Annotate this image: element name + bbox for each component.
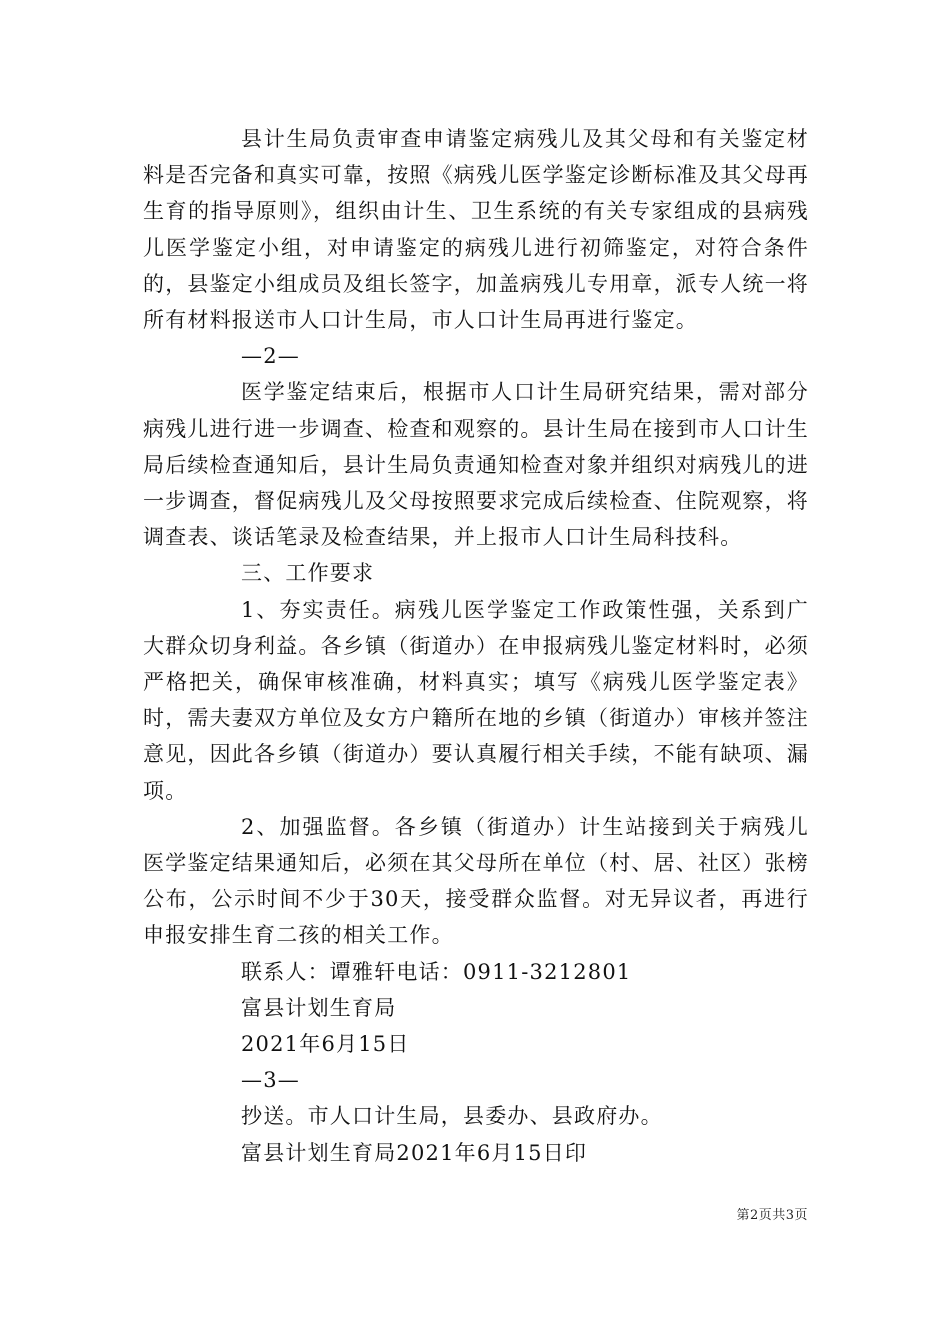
paragraph-review-procedure: 县计生局负责审查申请鉴定病残儿及其父母和有关鉴定材料是否完备和真实可靠，按照《病残儿医学鉴定诊断标准及其父母再生育的指导原则》，组织由计生、卫生系统的有关专家组成的县病残儿医学鉴定小组，对申请鉴定的病残儿进行初筛鉴定，对符合条件的，县鉴定小组成员及组长签字，加盖病残儿专用章，派专人统一将所有材料报送市人口计生局，市人口计生局再进行鉴定。 [143, 127, 809, 333]
paragraph-supervision: 2、加强监督。各乡镇（街道办）计生站接到关于病残儿医学鉴定结果通知后，必须在其父母所在单位（村、居、社区）张榜公布，公示时间不少于30天，接受群众监督。对无异议者，再进行申报安排生育二孩的相关工作。 [143, 814, 809, 948]
paragraph-followup-investigation: 医学鉴定结束后，根据市人口计生局研究结果，需对部分病残儿进行进一步调查、检查和观察的。县计生局在接到市人口计生局后续检查通知后，县计生局负责通知检查对象并组织对病残儿的进一步调查，督促病残儿及父母按照要求完成后续检查、住院观察，将调查表、谈话笔录及检查结果，并上报市人口计生局科技科。 [143, 380, 809, 550]
contact-line: 联系人：谭雅轩电话：0911-3212801 [241, 959, 632, 984]
page-number-footer: 第2页共3页 [736, 1208, 808, 1223]
section-heading: 三、工作要求 [241, 561, 375, 586]
page-marker-2: —2— [241, 344, 300, 369]
document-body [143, 121, 809, 1171]
print-line: 富县计划生育局2021年6月15日印 [241, 1140, 588, 1165]
issuer-line: 富县计划生育局 [241, 995, 397, 1020]
date-line: 2021年6月15日 [241, 1032, 410, 1057]
paragraph-responsibility: 1、夯实责任。病残儿医学鉴定工作政策性强，关系到广大群众切身利益。各乡镇（街道办）在申报病残儿鉴定材料时，必须严格把关，确保审核准确，材料真实；填写《病残儿医学鉴定表》时，需夫妻双方单位及女方户籍所在地的乡镇（街道办）审核并签注意见，因此各乡镇（街道办）要认真履行相关手续，不能有缺项、漏项。 [143, 597, 809, 803]
cc-line: 抄送。市人口计生局，县委办、县政府办。 [241, 1104, 663, 1129]
page-marker-3: —3— [241, 1068, 300, 1093]
